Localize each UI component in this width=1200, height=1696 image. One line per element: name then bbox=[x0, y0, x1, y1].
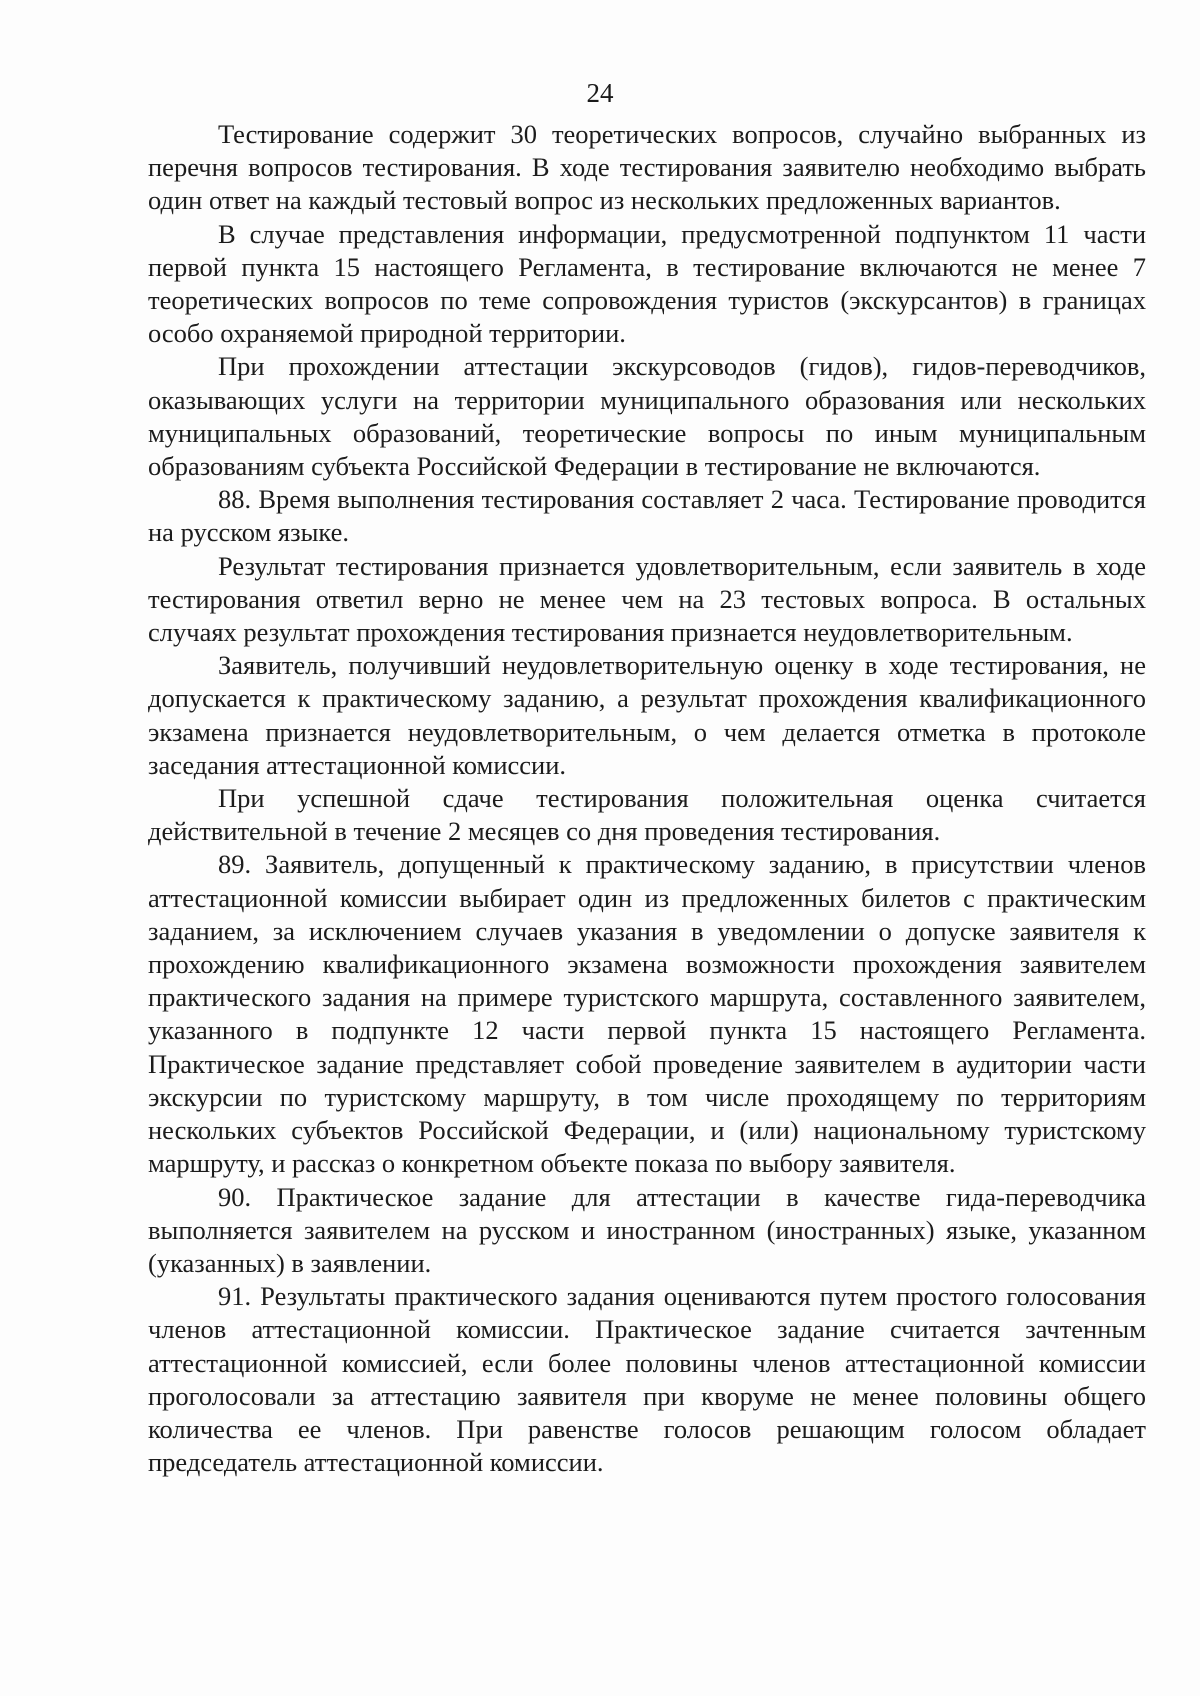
paragraph-item-90: 90. Практическое задание для аттестации в качестве гида-переводчика выполняется заявителем на русском и иностранном (иностранных) языке, указанном (указанных) в заявлении. bbox=[148, 1181, 1146, 1278]
document-body bbox=[148, 118, 1146, 1479]
page-number: 24 bbox=[586, 78, 614, 108]
paragraph-item-91: 91. Результаты практического задания оцениваются путем простого голосования членов аттестационной комиссии. Практическое задание считается зачтенным аттестационной комиссией, если более половины членов аттестационной комиссии проголосовали за аттестацию заявителя при кворуме не менее половины общего количества ее членов. При равенстве голосов решающим голосом обладает председатель аттестационной комиссии. bbox=[148, 1281, 1146, 1478]
paragraph-protected-territory-questions: В случае представления информации, предусмотренной подпунктом 11 части первой пункта 15 настоящего Регламента, в тестирование включаются не менее 7 теоретических вопросов по теме сопровождения туристов (экскурсантов) в границах особо охраняемой природной территории. bbox=[148, 218, 1146, 349]
paragraph-test-composition: Тестирование содержит 30 теоретических вопросов, случайно выбранных из перечня вопросов тестирования. В ходе тестирования заявителю необходимо выбрать один ответ на каждый тестовый вопрос из нескольких предложенных вариантов. bbox=[148, 119, 1146, 216]
paragraph-result-validity: При успешной сдаче тестирования положительная оценка считается действительной в течение 2 месяцев со дня проведения тестирования. bbox=[148, 783, 1146, 847]
paragraph-item-88: 88. Время выполнения тестирования составляет 2 часа. Тестирование проводится на русском языке. bbox=[148, 484, 1146, 548]
paragraph-test-result: Результат тестирования признается удовлетворительным, если заявитель в ходе тестирования ответил верно не менее чем на 23 тестовых вопроса. В остальных случаях результат прохождения тестирования признается неудовлетворительным. bbox=[148, 550, 1146, 648]
paragraph-item-89: 89. Заявитель, допущенный к практическому заданию, в присутствии членов аттестационной комиссии выбирает один из предложенных билетов с практическим заданием, за исключением случаев указания в уведомлении о допуске заявителя к прохождению квалификационного экзамена возможности прохождения заявителем практического задания на примере туристского маршрута, составленного заявителем, указанного в подпункте 12 части первой пункта 15 настоящего Регламента. Практическое задание представляет собой проведение заявителем в аудитории части экскурсии по туристскому маршруту, в том числе проходящему по территориям нескольких субъектов Российской Федерации, и (или) национальному туристскому маршруту, и рассказ о конкретном объекте показа по выбору заявителя. bbox=[148, 849, 1146, 1179]
paragraph-municipal-attestation: При прохождении аттестации экскурсоводов (гидов), гидов-переводчиков, оказывающих услуги на территории муниципального образования или нескольких муниципальных образований, теоретические вопросы по иным муниципальным образованиям субъекта Российской Федерации в тестирование не включаются. bbox=[148, 351, 1146, 482]
paragraph-unsatisfactory-result: Заявитель, получивший неудовлетворительную оценку в ходе тестирования, не допускается к практическому заданию, а результат прохождения квалификационного экзамена признается неудовлетворительным, о чем делается отметка в протоколе заседания аттестационной комиссии. bbox=[148, 650, 1146, 780]
